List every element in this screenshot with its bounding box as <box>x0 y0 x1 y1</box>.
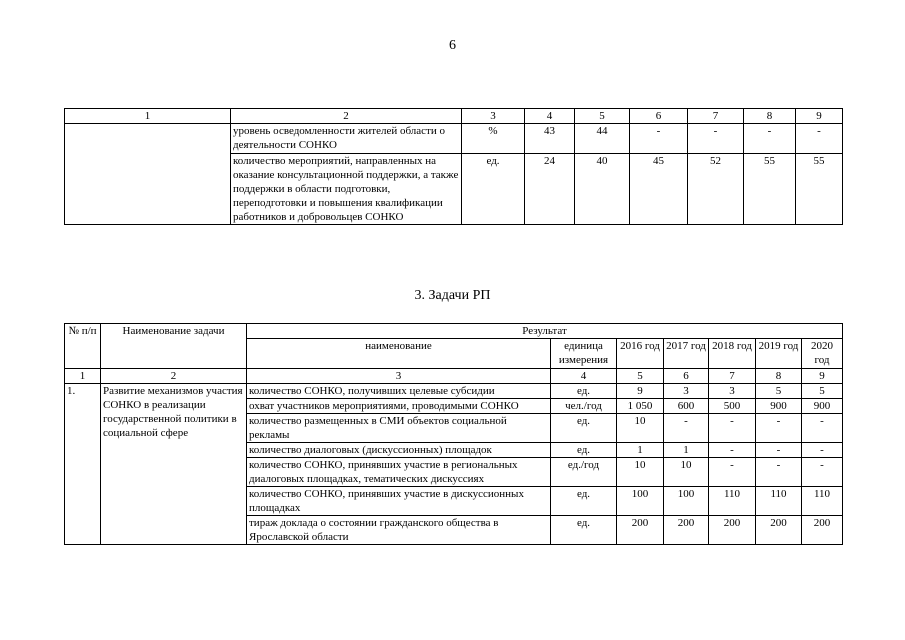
column-number-row <box>65 109 843 124</box>
page-number: 6 <box>449 38 456 53</box>
tasks-table <box>64 323 843 545</box>
unit-cell: ед. <box>551 443 617 458</box>
value-cell: 1 <box>664 443 709 458</box>
empty-cell <box>65 124 231 225</box>
value-cell: 200 <box>709 516 756 545</box>
column-number: 3 <box>247 369 551 384</box>
column-number: 8 <box>744 109 796 124</box>
column-number: 3 <box>462 109 525 124</box>
header-row <box>65 324 843 339</box>
value-cell: - <box>756 443 802 458</box>
value-cell: 5 <box>756 384 802 399</box>
unit-cell: ед. <box>551 516 617 545</box>
indicator-name: количество размещенных в СМИ объектов социальной рекламы <box>247 414 551 443</box>
value-cell: 40 <box>575 154 630 225</box>
value-cell: - <box>802 414 843 443</box>
unit-cell: ед./год <box>551 458 617 487</box>
value-cell: 45 <box>630 154 688 225</box>
table-row <box>65 124 843 154</box>
value-cell: 200 <box>802 516 843 545</box>
value-cell: 3 <box>709 384 756 399</box>
task-name: Развитие механизмов участия СОНКО в реализации государственной политики в социальной сфере <box>101 384 247 545</box>
column-number: 7 <box>709 369 756 384</box>
value-cell: - <box>709 443 756 458</box>
task-number: 1. <box>65 384 101 545</box>
column-number: 4 <box>551 369 617 384</box>
unit-cell: чел./год <box>551 399 617 414</box>
header-unit: единица измерения <box>551 339 617 369</box>
value-cell: - <box>756 458 802 487</box>
value-cell: - <box>630 124 688 154</box>
value-cell: 200 <box>756 516 802 545</box>
column-number: 6 <box>630 109 688 124</box>
column-number: 8 <box>756 369 802 384</box>
column-number-row <box>65 369 843 384</box>
header-year: 2016 год <box>617 339 664 369</box>
column-number: 1 <box>65 369 101 384</box>
value-cell: 43 <box>525 124 575 154</box>
value-cell: 10 <box>664 458 709 487</box>
value-cell: 24 <box>525 154 575 225</box>
value-cell: 500 <box>709 399 756 414</box>
value-cell: - <box>709 414 756 443</box>
value-cell: 10 <box>617 414 664 443</box>
value-cell: - <box>756 414 802 443</box>
column-number: 9 <box>802 369 843 384</box>
value-cell: 200 <box>664 516 709 545</box>
value-cell: 110 <box>709 487 756 516</box>
value-cell: 900 <box>802 399 843 414</box>
value-cell: 10 <box>617 458 664 487</box>
column-number: 5 <box>617 369 664 384</box>
column-number: 1 <box>65 109 231 124</box>
header-task: Наименование задачи <box>101 324 247 369</box>
column-number: 9 <box>796 109 843 124</box>
unit-cell: ед. <box>551 384 617 399</box>
indicator-name: количество СОНКО, принявших участие в дискуссионных площадках <box>247 487 551 516</box>
value-cell: - <box>709 458 756 487</box>
indicator-name: количество СОНКО, принявших участие в региональных диалоговых площадках, тематических дискуссиях <box>247 458 551 487</box>
indicator-name: количество диалоговых (дискуссионных) площадок <box>247 443 551 458</box>
table-row <box>65 384 843 399</box>
value-cell: - <box>688 124 744 154</box>
indicator-name: количество мероприятий, направленных на оказание консультационной поддержки, а также поддержки в области подготовки, переподготовки и повышения квалификации работников и добровольцев СОНКО <box>231 154 462 225</box>
header-year: 2017 год <box>664 339 709 369</box>
value-cell: - <box>796 124 843 154</box>
column-number: 6 <box>664 369 709 384</box>
value-cell: - <box>802 443 843 458</box>
value-cell: 3 <box>664 384 709 399</box>
column-number: 2 <box>101 369 247 384</box>
value-cell: - <box>744 124 796 154</box>
value-cell: 900 <box>756 399 802 414</box>
header-year: 2019 год <box>756 339 802 369</box>
column-number: 5 <box>575 109 630 124</box>
value-cell: 110 <box>756 487 802 516</box>
column-number: 2 <box>231 109 462 124</box>
value-cell: 110 <box>802 487 843 516</box>
value-cell: 1 050 <box>617 399 664 414</box>
unit-cell: ед. <box>462 154 525 225</box>
value-cell: 100 <box>617 487 664 516</box>
header-year: 2020 год <box>802 339 843 369</box>
header-year: 2018 год <box>709 339 756 369</box>
value-cell: 1 <box>617 443 664 458</box>
value-cell: - <box>664 414 709 443</box>
unit-cell: ед. <box>551 414 617 443</box>
unit-cell: % <box>462 124 525 154</box>
unit-cell: ед. <box>551 487 617 516</box>
value-cell: 52 <box>688 154 744 225</box>
value-cell: 55 <box>744 154 796 225</box>
value-cell: - <box>802 458 843 487</box>
column-number: 4 <box>525 109 575 124</box>
header-name: наименование <box>247 339 551 369</box>
value-cell: 5 <box>802 384 843 399</box>
value-cell: 100 <box>664 487 709 516</box>
section-title: 3. Задачи РП <box>414 288 491 303</box>
header-result: Результат <box>247 324 843 339</box>
column-number: 7 <box>688 109 744 124</box>
value-cell: 200 <box>617 516 664 545</box>
value-cell: 600 <box>664 399 709 414</box>
value-cell: 55 <box>796 154 843 225</box>
continued-indicators-table <box>64 108 843 225</box>
indicator-name: уровень осведомленности жителей области о деятельности СОНКО <box>231 124 462 154</box>
indicator-name: количество СОНКО, получивших целевые субсидии <box>247 384 551 399</box>
indicator-name: тираж доклада о состоянии гражданского общества в Ярославской области <box>247 516 551 545</box>
indicator-name: охват участников мероприятиями, проводимыми СОНКО <box>247 399 551 414</box>
value-cell: 44 <box>575 124 630 154</box>
value-cell: 9 <box>617 384 664 399</box>
header-number: № п/п <box>65 324 101 369</box>
